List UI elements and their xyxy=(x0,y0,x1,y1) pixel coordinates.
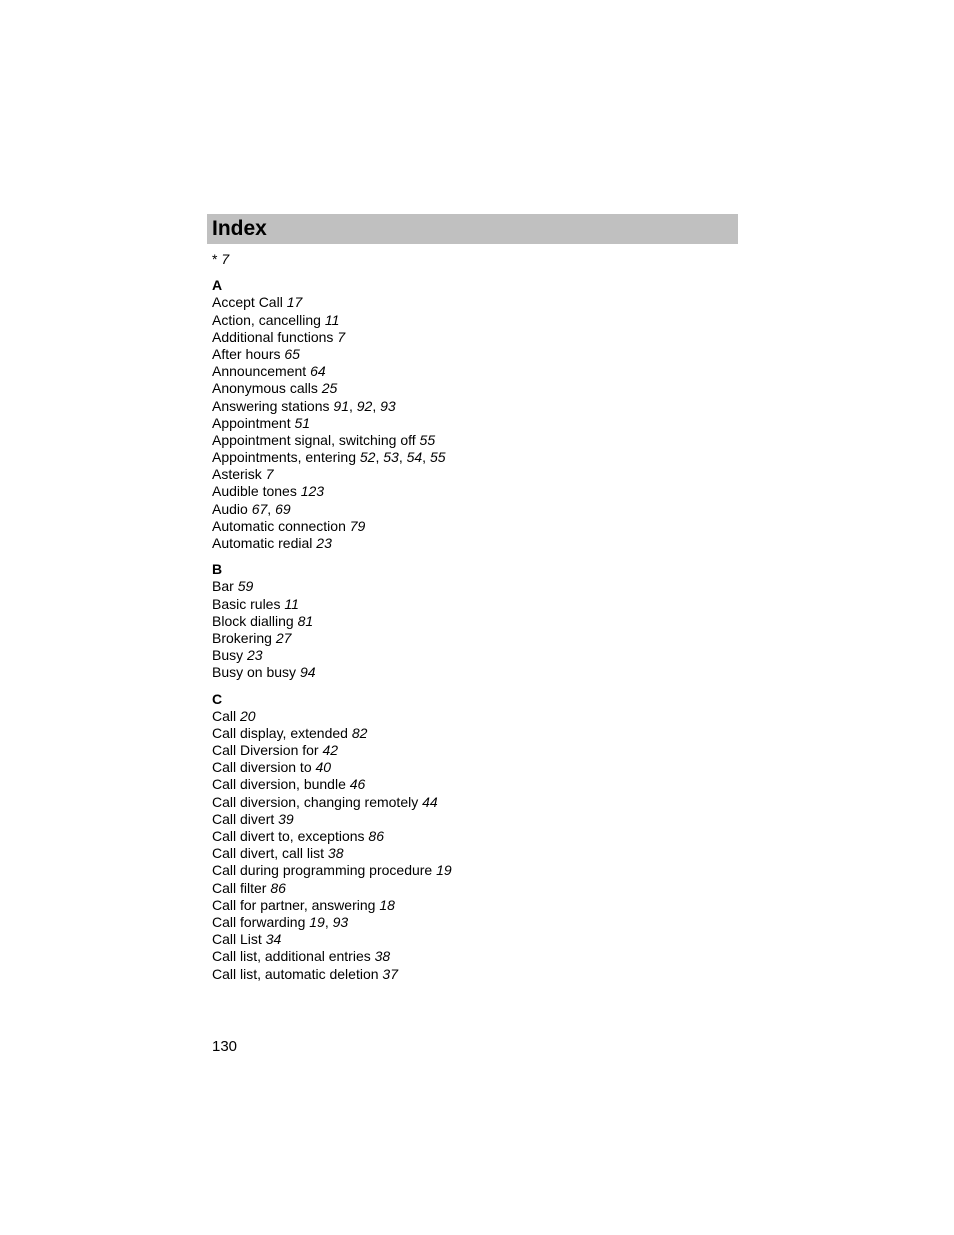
index-term: Call List xyxy=(212,931,262,948)
page-reference: 44 xyxy=(422,793,438,810)
index-entry xyxy=(212,613,732,630)
page-reference: 67 xyxy=(251,500,268,517)
index-term: Busy xyxy=(212,647,244,664)
index-term: Call during programming procedure xyxy=(212,862,433,879)
section-letter: A xyxy=(212,277,223,294)
page-reference: 53 xyxy=(383,449,399,466)
index-entry xyxy=(212,862,732,879)
page-reference: 40 xyxy=(315,759,332,776)
index-entry: Audio 67, 69 xyxy=(212,500,291,517)
page-reference: 11 xyxy=(324,311,340,328)
index-section xyxy=(212,691,732,983)
index-term: Call for partner, answering xyxy=(212,896,376,913)
index-term: Appointment xyxy=(212,414,291,431)
page-reference: 38 xyxy=(374,948,391,965)
index-entry: Call forwarding 19, 93 xyxy=(212,913,349,930)
index-entry xyxy=(212,794,732,811)
index-term: Call diversion to xyxy=(212,759,312,776)
index-entry xyxy=(212,948,732,965)
page-reference: 55 xyxy=(419,431,436,448)
page-reference: 93 xyxy=(380,397,396,414)
index-term: Call divert to, exceptions xyxy=(212,828,365,844)
index-term: Anonymous calls xyxy=(212,380,318,397)
page-reference: 38 xyxy=(327,845,344,862)
page-reference: 7 xyxy=(337,328,346,345)
index-term: * xyxy=(212,251,218,267)
index-entry xyxy=(212,251,732,268)
index-term: Answering stations xyxy=(212,397,330,414)
index-section xyxy=(212,277,732,552)
page-reference: 79 xyxy=(349,517,366,534)
index-entry xyxy=(212,294,732,311)
page-reference: 52 xyxy=(359,449,376,466)
index-entry xyxy=(212,776,732,793)
index-term: Accept Call xyxy=(212,294,283,311)
page-reference: 7 xyxy=(221,251,230,267)
page-reference: 19 xyxy=(309,913,325,930)
index-entry xyxy=(212,931,732,948)
index-term: Action, cancelling xyxy=(212,311,321,328)
page-reference: 69 xyxy=(275,500,291,517)
index-term: Call forwarding xyxy=(212,913,306,930)
index-term: Basic rules xyxy=(212,595,281,612)
page-reference: 37 xyxy=(382,965,398,982)
page-reference: 86 xyxy=(368,828,384,844)
index-section xyxy=(212,251,732,268)
index-term: After hours xyxy=(212,345,281,362)
index-term: Call display, extended xyxy=(212,724,348,741)
index-entry xyxy=(212,759,732,776)
page-reference: 51 xyxy=(294,414,311,431)
index-entry xyxy=(212,329,732,346)
page-reference: 25 xyxy=(321,380,338,397)
index-term: Asterisk xyxy=(212,466,262,483)
index-section xyxy=(212,561,732,681)
index-entry: Appointments, entering 52, 53, 54, 55 xyxy=(212,449,446,466)
index-term: Automatic redial xyxy=(212,535,313,551)
page-reference: 64 xyxy=(310,363,326,380)
index-header-bar xyxy=(207,214,738,244)
index-entry xyxy=(212,880,732,897)
page-reference: 19 xyxy=(436,862,452,879)
index-entry xyxy=(212,483,732,500)
index-entry xyxy=(212,664,732,681)
page-reference: 42 xyxy=(322,742,339,759)
index-entry xyxy=(212,725,732,742)
index-entry xyxy=(212,647,732,664)
page-reference: 34 xyxy=(265,931,282,948)
index-term: Announcement xyxy=(212,363,307,380)
index-term: Brokering xyxy=(212,629,272,646)
page-reference: 46 xyxy=(349,776,366,793)
index-entry xyxy=(212,363,732,380)
index-term: Call list, additional entries xyxy=(212,948,371,965)
index-term: Busy on busy xyxy=(212,664,297,681)
page-reference: 91 xyxy=(333,397,349,414)
index-term: Appointment signal, switching off xyxy=(212,431,416,448)
index-term: Bar xyxy=(212,578,234,595)
page-reference: 86 xyxy=(270,879,286,896)
page-reference: 81 xyxy=(297,612,314,629)
index-term: Audio xyxy=(212,500,248,517)
index-term: Audible tones xyxy=(212,483,297,500)
section-letter: C xyxy=(212,690,223,707)
index-entry xyxy=(212,578,732,595)
index-term: Call divert, call list xyxy=(212,845,325,862)
page-reference: 54 xyxy=(406,449,423,466)
page-reference: 82 xyxy=(351,724,368,741)
index-term: Call filter xyxy=(212,879,267,896)
page-reference: 94 xyxy=(299,664,316,681)
index-term: Call list, automatic deletion xyxy=(212,965,379,982)
page-reference: 17 xyxy=(286,294,303,311)
index-term: Call Diversion for xyxy=(212,742,319,759)
index-entry xyxy=(212,811,732,828)
index-entry xyxy=(212,432,732,449)
index-entry xyxy=(212,518,732,535)
page-reference: 23 xyxy=(247,647,263,664)
page-reference: 11 xyxy=(284,595,299,612)
page-reference: 18 xyxy=(379,896,395,913)
page-reference: 65 xyxy=(284,345,300,362)
page-reference: 39 xyxy=(278,810,294,827)
index-term: Call diversion, bundle xyxy=(212,776,346,793)
index-entry xyxy=(212,466,732,483)
index-entry xyxy=(212,966,732,983)
page-reference: 20 xyxy=(240,707,256,724)
index-entry xyxy=(212,845,732,862)
index-entry xyxy=(212,312,732,329)
page-reference: 59 xyxy=(237,578,254,595)
index-term: Call diversion, changing remotely xyxy=(212,793,419,810)
page-number: 130 xyxy=(212,1038,238,1055)
index-entry xyxy=(212,380,732,397)
index-list xyxy=(212,251,732,983)
index-entry xyxy=(212,535,732,552)
page-reference: 27 xyxy=(275,629,292,646)
index-entry xyxy=(212,828,732,845)
index-entry xyxy=(212,897,732,914)
index-entry xyxy=(212,708,732,725)
page-reference: 123 xyxy=(300,483,325,500)
index-term: Call divert xyxy=(212,810,275,827)
index-entry: Answering stations 91, 92, 93 xyxy=(212,397,396,414)
page-reference: 55 xyxy=(429,449,446,466)
index-term: Call xyxy=(212,707,237,724)
index-entry xyxy=(212,415,732,432)
index-entry xyxy=(212,630,732,647)
index-term: Automatic connection xyxy=(212,517,346,534)
section-letter: B xyxy=(212,561,223,578)
page-reference: 23 xyxy=(316,535,332,551)
index-term: Additional functions xyxy=(212,328,334,345)
page-reference: 93 xyxy=(332,913,349,930)
page-reference: 92 xyxy=(356,397,373,414)
index-term: Block dialling xyxy=(212,612,294,629)
index-entry xyxy=(212,346,732,363)
index-entry xyxy=(212,742,732,759)
page-reference: 7 xyxy=(265,466,274,483)
index-entry xyxy=(212,596,732,613)
index-term: Appointments, entering xyxy=(212,449,356,466)
page-title: Index xyxy=(212,217,267,240)
